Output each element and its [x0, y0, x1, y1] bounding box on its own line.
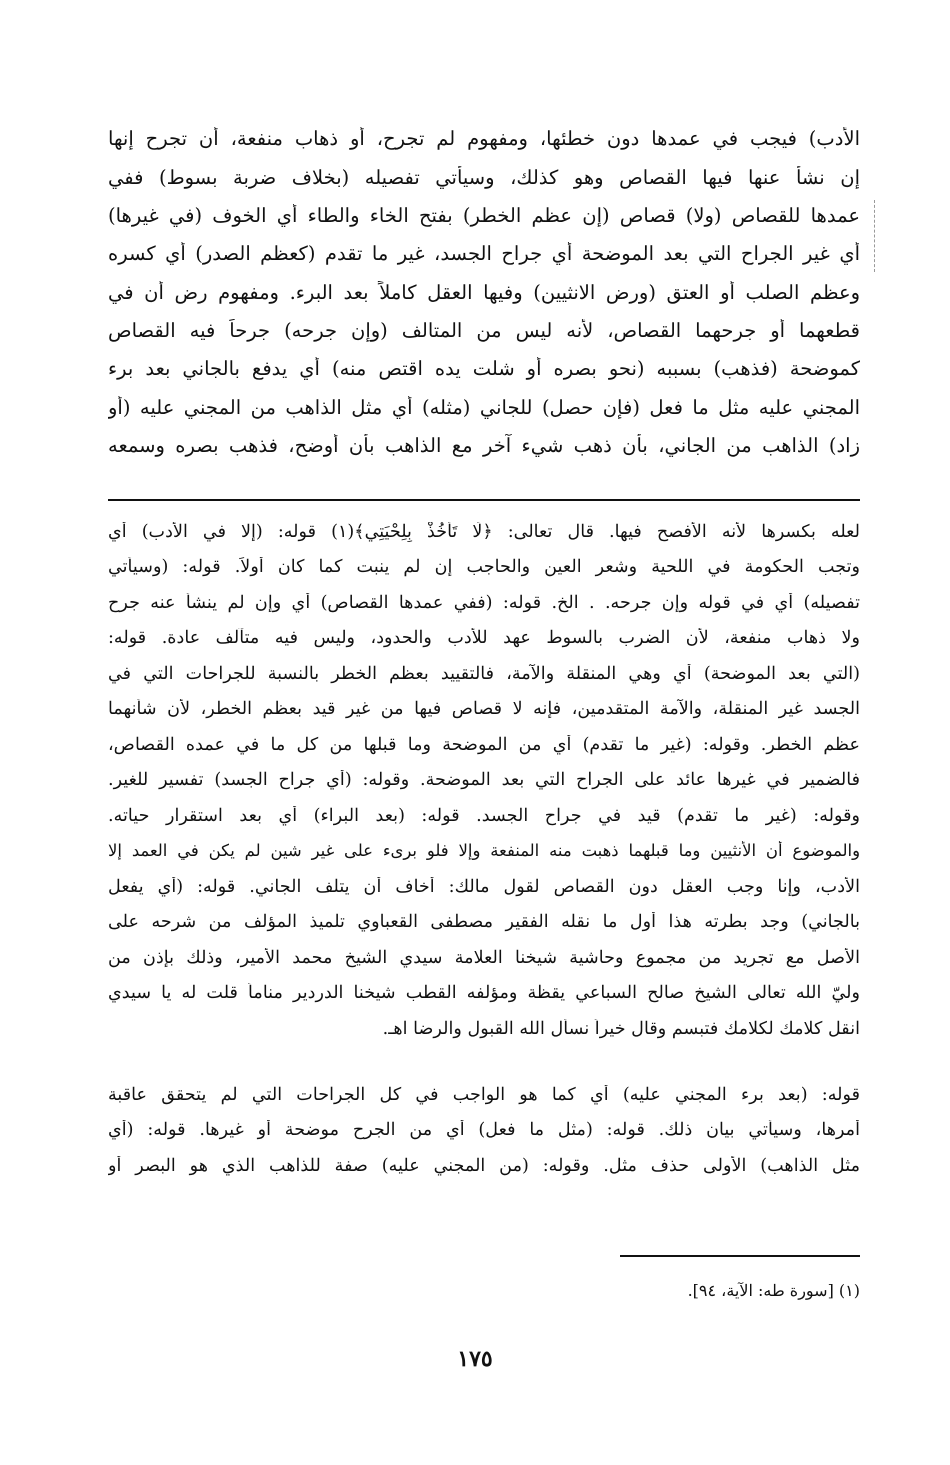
footnote-block [108, 0, 860, 1465]
commentary-line: أمرها، وسيأتي بيان ذلك. قوله: (مثل ما فعل) أي من الجرح موضحة أو غيرها. قوله: (أي [108, 1120, 860, 1140]
commentary-line: الجسد غير المنقلة، والآمة المتقدمين، فإنه لا قصاص فيها من غير قيد بعظم الخطر، لأن شأنهما [108, 699, 860, 719]
page-number: ١٧٥ [457, 1346, 493, 1372]
main-text-line: زاد) الذاهب من الجاني، بأن ذهب شيء آخر مع الذاهب بأن أوضح، فذهب بصره وسمعه [108, 434, 860, 457]
commentary-line: انقل كلامك لكلامك فتبسم وقال خيراً نسأل الله القبول والرضا اهـ. [382, 1019, 860, 1039]
commentary-line: الأدب، وإنا وجب العقل دون القصاص لقول مالك: أخاف أن يتلف الجاني. قوله: (أي يفعل [108, 877, 860, 897]
commentary-line: عظم الخطر. وقوله: (غير ما تقدم) أي من الموضحة وما قبلها من كل ما في عمده القصاص، [108, 735, 860, 755]
commentary-line: بالجاني) وجد بطرته هذا أول ما نقله الفقير مصطفى القعباوي تلميذ المؤلف من شرحه على [108, 912, 860, 932]
commentary-line: ولا ذهاب منفعة، لأن الضرب بالسوط عهد للأدب والحدود، وليس فيه متآلف عادة. قوله: [108, 628, 860, 648]
footnote: (١) [سورة طه: الآية، ٩٤]. [687, 1281, 860, 1300]
commentary-line: وقوله: (غير ما تقدم) قيد في جراح الجسد. قوله: (بعد البراء) أي بعد استقرار حياته. [108, 806, 860, 826]
margin-mark [874, 200, 875, 272]
commentary-line: وليّ الله تعالى الشيخ صالح السباعي يقظة ومؤلفه القطب شيخنا الدردير مناماً قلت له يا سيدي [108, 983, 860, 1003]
commentary-line: والموضوع أن الأنثيين وما قبلهما ذهبت منه المنفعة وإلا فلو برىء على غير شين لم يكن في العمد إلا [108, 841, 860, 860]
commentary-line: فالضمير في غيرها عائد على الجراح التي بعد الموضحة. وقوله: (أي جراح الجسد) تفسير للغير. [108, 770, 860, 790]
commentary-line: تفصيله) أي في قوله وإن جرحه. . الخ. قوله: (ففي عمدها القصاص) أي وإن لم ينشأ عنه جرح [108, 593, 860, 613]
main-text-line: المجني عليه مثل ما فعل (فإن حصل) للجاني (مثله) أي مثل الذاهب من المجني عليه (أو [108, 396, 860, 419]
main-text-line: قطعهما أو جرحهما القصاص، لأنه ليس من المتالف (وإن جرحه) جرحاً فيه القصاص [108, 319, 860, 342]
main-text-line: الأدب) فيجب في عمدها دون خطئها، ومفهوم لم تجرح، أو ذهاب منفعة، أن تجرح إنها [108, 127, 860, 150]
commentary-line: مثل الذاهب) الأولى حذف مثل. وقوله: (من المجني عليه) صفة للذاهب الذي هو البصر أو [108, 1156, 860, 1176]
commentary-line: وتجب الحكومة في اللحية وشعر العين والحاجب إن لم ينبت كما كان أولاً. قوله: (وسيأتي [108, 557, 860, 577]
commentary-line: الأصل مع تجريد من مجموع وحاشية شيخنا العلامة سيدي الشيخ محمد الأمير، وذلك بإذن من [108, 948, 860, 968]
main-text-line: كموضحة (فذهب) بسببه (نحو بصره أو شلت يده اقتص منه) أي يدفع بالجاني بعد برء [108, 357, 860, 380]
commentary-line: قوله: (بعد برء المجني عليه) أي كما هو الواجب في كل الجراحات التي لم يتحقق عاقبة [108, 1085, 860, 1105]
main-text-line: وعظم الصلب أو العتق (ورض الانثيين) وفيها العقل كاملاً بعد البرء. ومفهوم رض أن في [108, 281, 860, 304]
main-text-line: إن نشأ عنها فيها القصاص وهو كذلك، وسيأتي تفصيله (بخلاف ضربة بسوط) ففي [108, 166, 860, 189]
main-text-line: عمدها للقصاص (ولا) قصاص (إن عظم الخطر) بفتح الخاء والطاء أي الخوف (في غيرها) [108, 204, 860, 227]
commentary-line: (التي بعد الموضحة) أي وهي المنقلة والآمة، فالتقييد بعظم الخطر بالنسبة للجراحات التي في [108, 664, 860, 684]
commentary-line: لعله بكسرها لأنه الأفصح فيها. قال تعالى: ﴿لَا تَأْخُذْ بِلِحْيَتِي﴾(١) قوله: (إلا في الأدب) أي [108, 522, 860, 542]
main-text-line: أي غير الجراح التي بعد الموضحة أي جراح الجسد، غير ما تقدم (كعظم الصدر) أي كسره [108, 242, 860, 265]
